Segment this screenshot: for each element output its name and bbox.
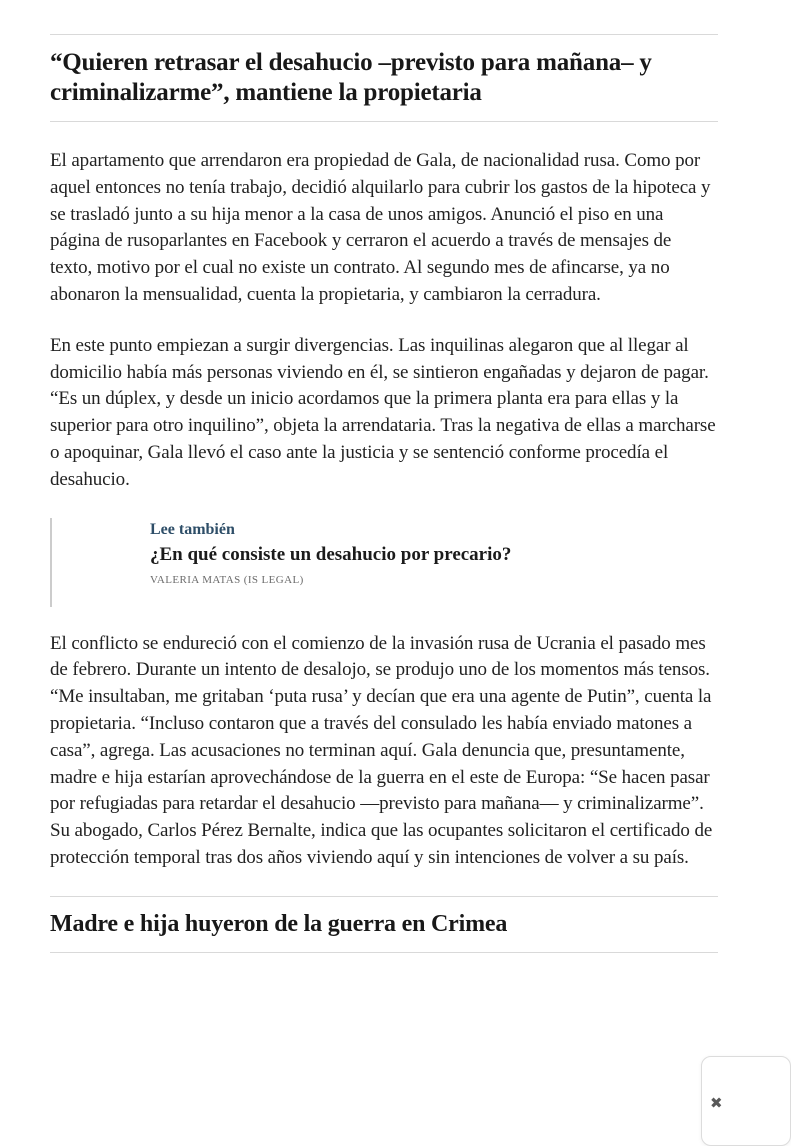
related-article-link[interactable]: ¿En qué consiste un desahucio por precario? xyxy=(150,543,512,565)
article-subheading: Madre e hija huyeron de la guerra en Crimea xyxy=(50,910,508,937)
divider-before-subheading xyxy=(50,896,718,897)
paragraph-3: El conflicto se endureció con el comienzo de la invasión rusa de Ucrania el pasado mes de febrero. Durante un intento de desalojo, se produjo uno de los momentos más tensos. “Me insultaban, me gritaban ‘puta rusa’ y decían que era una agente de Putin”, cuenta la propietaria. “Incluso contaron que a través del consulado les había enviado matones a casa”, agrega. Las acusaciones no terminan aquí. Gala denuncia que, presuntamente, madre e hija estarían aprovechándose de la guerra en el este de Europa: “Se hacen pasar por refugiadas para retardar el desahucio —previsto para mañana— y criminalizarme”. Su abogado, Carlos Pérez Bernalte, indica que las ocupantes solicitaron el certificado de protección temporal tras dos años viviendo aquí y sin intenciones de volver a su país. xyxy=(50,632,713,868)
article-body xyxy=(50,34,718,953)
close-button[interactable] xyxy=(701,1056,791,1146)
paragraph-2: En este punto empiezan a surgir divergencias. Las inquilinas alegaron que al llegar al domicilio había más personas viviendo en él, se sintieron engañadas y dejaron de pagar. “Es un dúplex, y desde un inicio acordamos que la primera planta era para ellas y la superior para otro inquilino”, objeta la arrendataria. Tras la negativa de ellas a marcharse o apoquinar, Gala llevó el caso ante la justicia y se sentenció conforme procedía el desahucio. xyxy=(50,334,716,490)
close-icon: ✖ xyxy=(710,1094,723,1112)
paragraph-1: El apartamento que arrendaron era propiedad de Gala, de nacionalidad rusa. Como por aquel entonces no tenía trabajo, decidió alquilarlo para cubrir los gastos de la hipoteca y se trasladó junto a su hija menor a la casa de unos amigos. Anunció el piso en una página de rusoparlantes en Facebook y cerraron el acuerdo a través de mensajes de texto, motivo por el cual no existe un contrato. Al segundo mes de afincarse, ya no abonaron la mensualidad, cuenta la propietaria, y cambiaron la cerradura. xyxy=(50,150,711,305)
divider-after-headline xyxy=(50,121,718,122)
related-article-box[interactable] xyxy=(50,518,718,607)
divider-top xyxy=(50,34,718,35)
article-headline: “Quieren retrasar el desahucio –previsto para mañana– y criminalizarme”, mantiene la propietaria xyxy=(50,49,652,106)
related-kicker: Lee también xyxy=(150,520,235,538)
divider-after-subheading xyxy=(50,952,718,953)
related-byline: VALERIA MATAS (IS LEGAL) xyxy=(150,573,304,586)
